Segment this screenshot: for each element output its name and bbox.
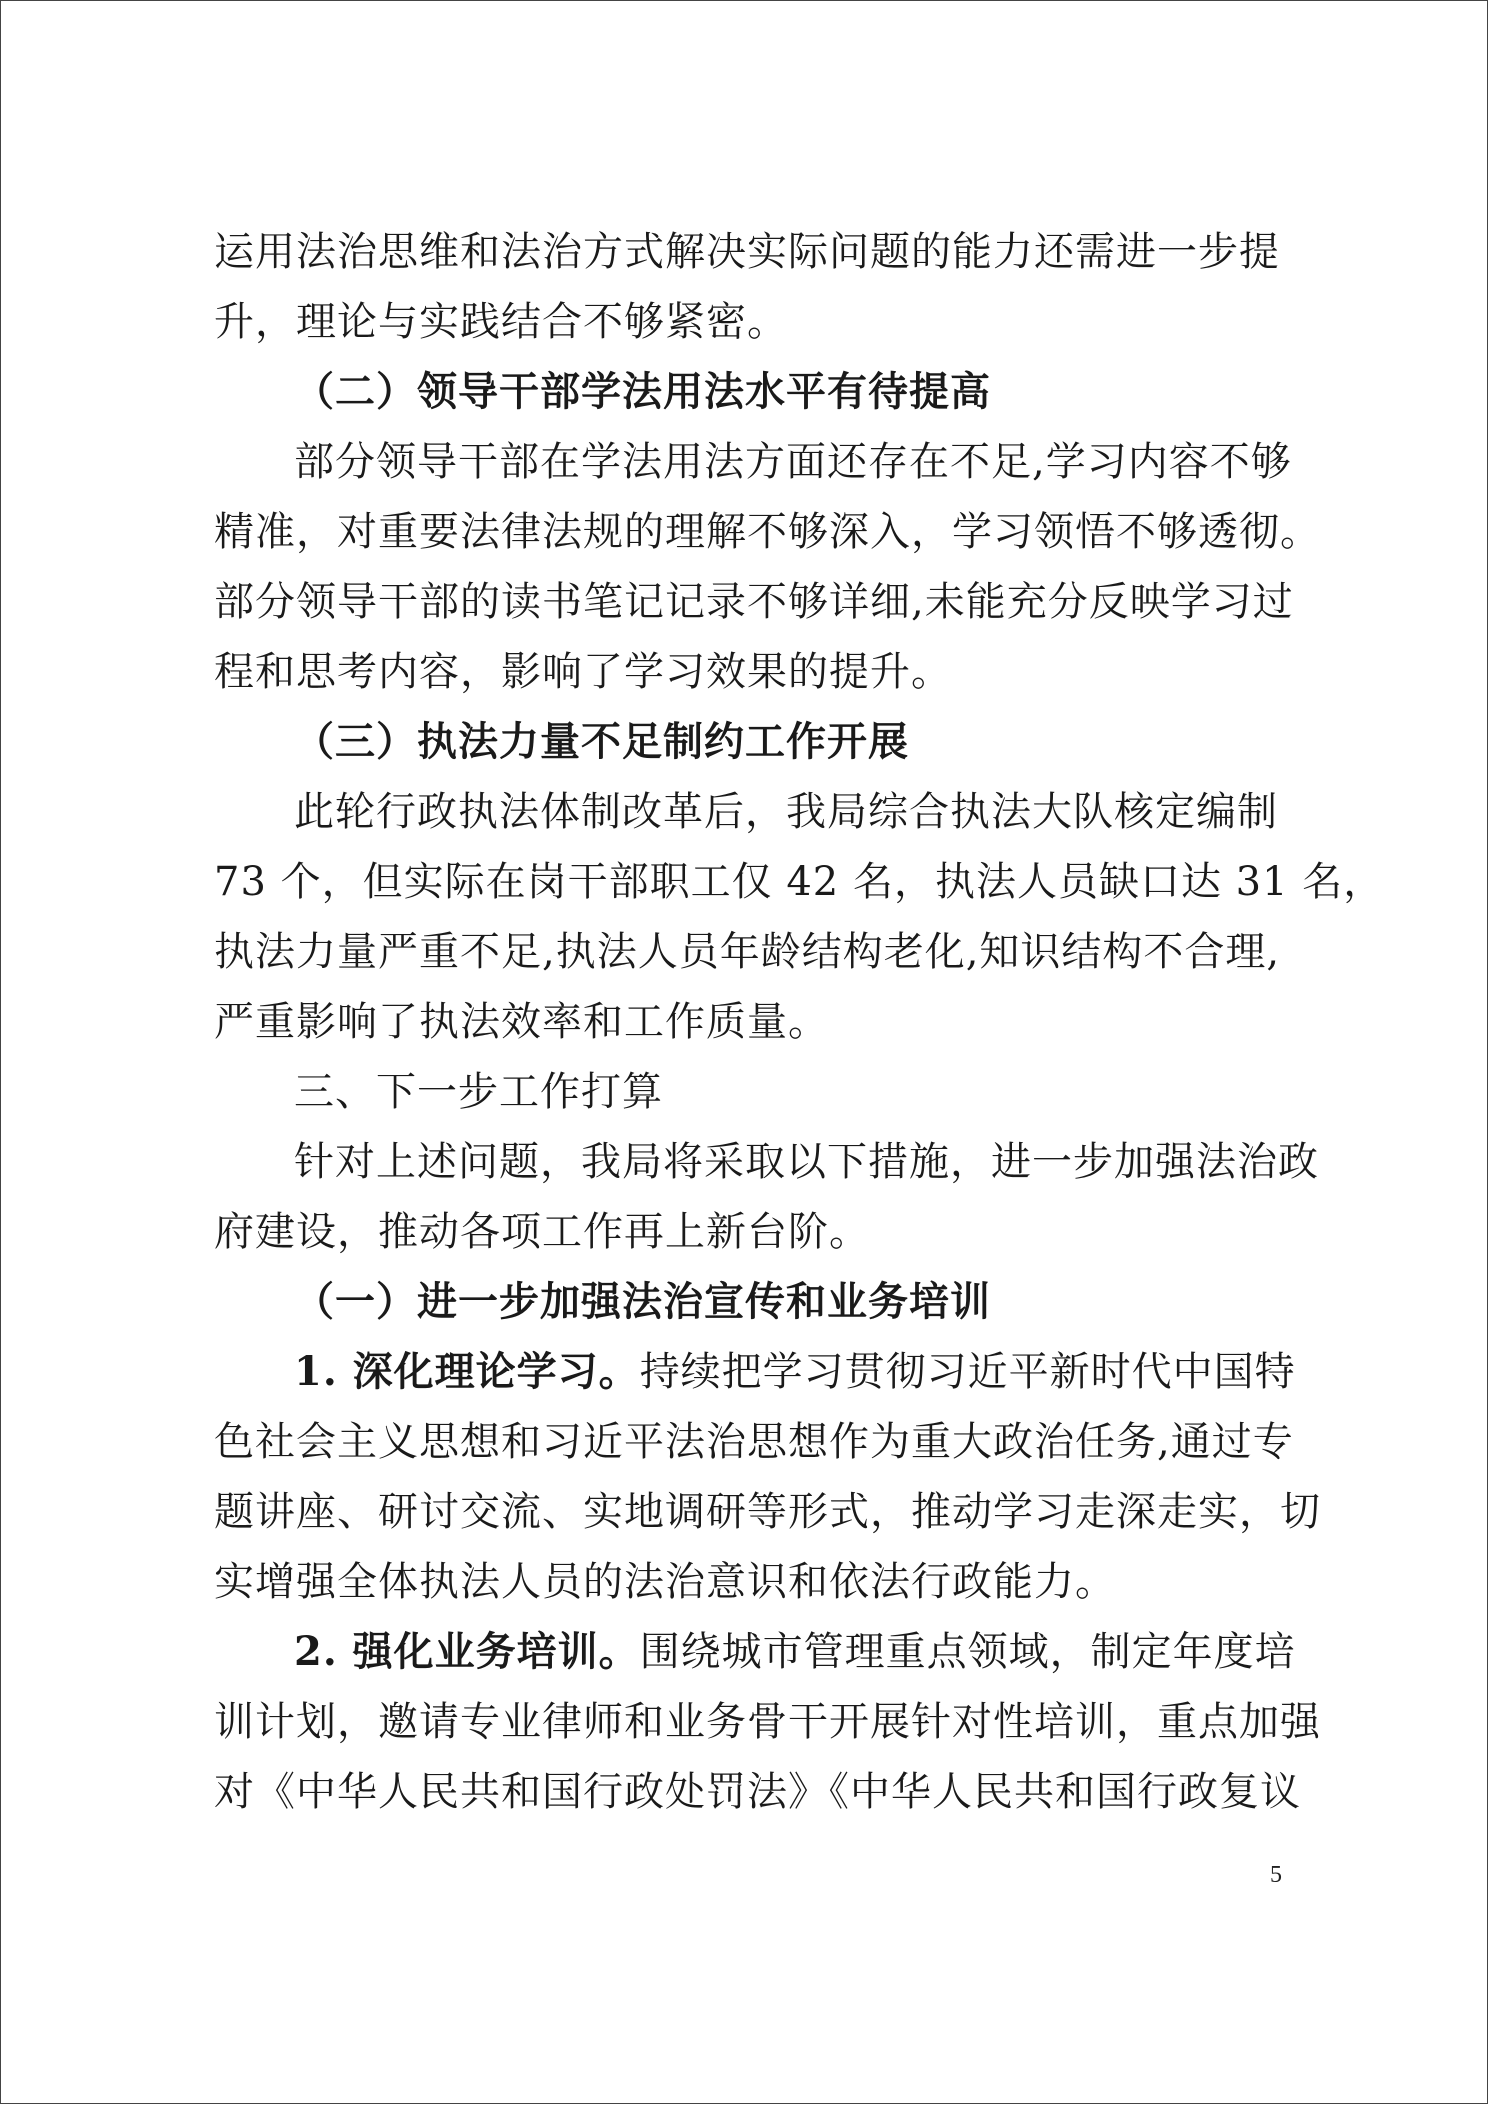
body-line: 部分领导干部的读书笔记记录不够详细,未能充分反映学习过 — [214, 579, 1294, 625]
body-line: 训计划，邀请专业律师和业务骨干开展针对性培训，重点加强 — [214, 1699, 1321, 1745]
body-line: 色社会主义思想和习近平法治思想作为重大政治任务,通过专 — [214, 1419, 1294, 1465]
body-line: 升，理论与实践结合不够紧密。 — [214, 299, 788, 345]
body-line: 73 个，但实际在岗干部职工仅 42 名，执法人员缺口达 31 名， — [214, 859, 1385, 905]
body-line — [214, 1342, 1296, 1402]
item-text: 持续把学习贯彻习近平新时代中国特 — [639, 1349, 1296, 1395]
page-number: 5 — [1270, 1862, 1282, 1888]
body-line: 对《中华人民共和国行政处罚法》《中华人民共和国行政复议 — [214, 1769, 1301, 1815]
body-line: 运用法治思维和法治方式解决实际问题的能力还需进一步提 — [214, 229, 1280, 275]
body-line: 府建设，推动各项工作再上新台阶。 — [214, 1209, 870, 1255]
item-lead: 1. 深化理论学习。 — [294, 1348, 640, 1395]
body-line: 部分领导干部在学法用法方面还存在不足,学习内容不够 — [294, 439, 1292, 485]
body-line: 执法力量严重不足,执法人员年龄结构老化,知识结构不合理, — [214, 929, 1281, 975]
body-line: 严重影响了执法效率和工作质量。 — [214, 999, 829, 1045]
subheading: （三）执法力量不足制约工作开展 — [294, 718, 909, 765]
item-lead: 2. 强化业务培训。 — [294, 1628, 640, 1675]
body-line: 此轮行政执法体制改革后，我局综合执法大队核定编制 — [294, 789, 1278, 835]
subheading: （一）进一步加强法治宣传和业务培训 — [294, 1278, 991, 1325]
body-line: 针对上述问题，我局将采取以下措施，进一步加强法治政 — [294, 1139, 1319, 1185]
item-text: 围绕城市管理重点领域，制定年度培 — [639, 1629, 1296, 1675]
body-line: 实增强全体执法人员的法治意识和依法行政能力。 — [214, 1559, 1116, 1605]
section-heading: 三、下一步工作打算 — [294, 1069, 663, 1115]
body-line: 题讲座、研讨交流、实地调研等形式，推动学习走深走实，切 — [214, 1489, 1321, 1535]
body-line: 精准，对重要法律法规的理解不够深入，学习领悟不够透彻。 — [214, 509, 1321, 555]
body-line — [214, 1622, 1296, 1682]
body-line: 程和思考内容，影响了学习效果的提升。 — [214, 649, 952, 695]
subheading: （二）领导干部学法用法水平有待提高 — [294, 368, 991, 415]
